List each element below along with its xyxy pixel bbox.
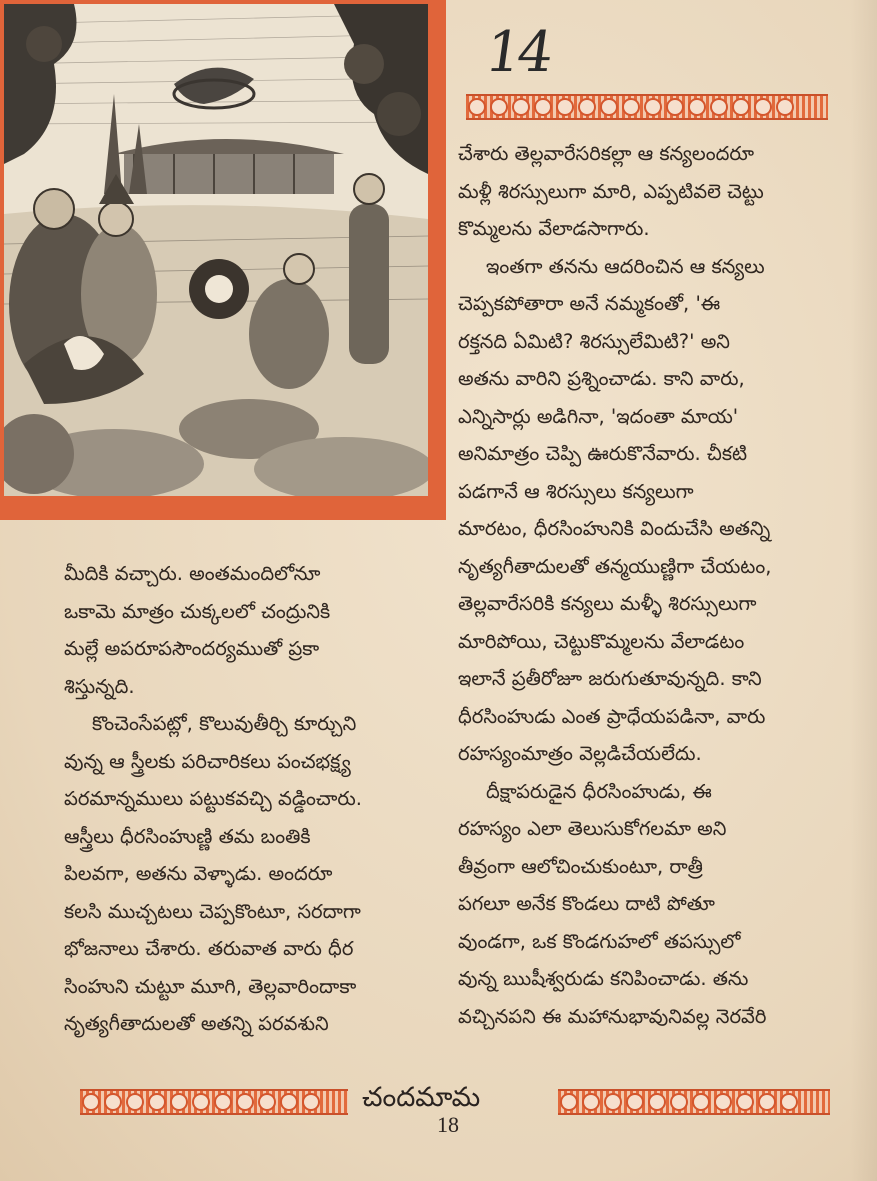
text-line: కొంచెంసేపట్లో, కొలువుతీర్చి కూర్చుని	[92, 712, 357, 735]
text-line: ఇలానే ప్రతీరోజూ జరుగుతూవున్నది. కాని	[458, 667, 762, 690]
text-line: తెల్లవారేసరికి కన్యలు మళ్ళీ శిరస్సులుగా	[458, 592, 757, 615]
text-line: సింహుని చుట్టూ మూగి, తెల్లవారిందాకా	[64, 974, 357, 998]
text-line: ఎన్నిసార్లు అడిగినా, 'ఇదంతా మాయ'	[458, 404, 739, 428]
text-line: మారటం, ధీరసింహునికి విందుచేసి అతన్ని	[458, 517, 771, 540]
decorative-border-top	[466, 94, 828, 120]
illustration	[4, 4, 428, 496]
text-line: చేశారు తెల్లవారేసరికల్లా ఆ కన్యలందరూ	[458, 142, 754, 165]
text-line: మల్లే అపరూపసౌందర్యముతో ప్రకా	[64, 637, 320, 660]
text-line: పిలవగా, అతను వెళ్ళాడు. అందరూ	[64, 862, 333, 885]
text-line: ఇంతగా తనను ఆదరించిన ఆ కన్యలు	[486, 254, 765, 278]
left-text-column	[64, 555, 439, 1043]
text-line: రహస్యం ఎలా తెలుసుకోగలమా అని	[458, 817, 727, 840]
text-line: వున్న ఆ స్త్రీలకు పరిచారికలు పంచభక్ష్య	[64, 749, 351, 773]
text-line: రక్తనది ఏమిటి? శిరస్సులేమిటి?' అని	[458, 329, 730, 353]
text-line: నృత్యగీతాదులతో తన్మయుణ్ణిగా చేయటం,	[458, 554, 772, 578]
text-line: పడగానే ఆ శిరస్సులు కన్యలుగా	[458, 479, 694, 503]
text-line: మీదికి వచ్చారు. అంతమందిలోనూ	[64, 562, 321, 585]
text-line: నృత్యగీతాదులతో అతన్ని పరవశుని	[64, 1012, 329, 1035]
text-line: చెప్పకపోతారా అనే నమ్మకంతో, 'ఈ	[458, 292, 721, 315]
text-line: ఆస్త్రీలు ధీరసింహుణ్ణి తమ బంతికి	[64, 824, 311, 848]
magazine-name: చందమామ	[362, 1082, 481, 1113]
text-line: శిస్తున్నది.	[64, 674, 135, 698]
text-line: రహస్యంమాత్రం వెల్లడిచేయలేదు.	[458, 742, 702, 765]
text-line: మారిపోయి, చెట్టుకొమ్మలను వేలాడటం	[458, 629, 745, 653]
text-line: ఒకామె మాత్రం చుక్కలలో చంద్రునికి	[64, 599, 331, 623]
page-edge-shadow	[850, 0, 877, 1181]
text-line: పరమాన్నములు పట్టుకవచ్చి వడ్డించారు.	[64, 787, 362, 810]
text-line: పగలూ అనేక కొండలు దాటి పోతూ	[458, 892, 715, 915]
decorative-border-footer-left	[80, 1089, 348, 1115]
text-line: భోజనాలు చేశారు. తరువాత వారు ధీర	[64, 937, 354, 960]
text-line: కొమ్మలను వేలాడసాగారు.	[458, 217, 650, 240]
text-line: వున్న ఋషీశ్వరుడు కనిపించాడు. తను	[458, 967, 749, 990]
handwritten-page-number: 14	[481, 20, 554, 85]
text-line: వుండగా, ఒక కొండగుహలో తపస్సులో	[458, 929, 741, 953]
text-line: మళ్లీ శిరస్సులుగా మారి, ఎప్పటివలె చెట్టు	[458, 179, 764, 203]
text-line: తీవ్రంగా ఆలోచించుకుంటూ, రాత్రీ	[458, 854, 703, 878]
text-line: అతను వారిని ప్రశ్నించాడు. కాని వారు,	[458, 367, 745, 390]
page-number: 18	[437, 1112, 459, 1137]
text-line: ధీరసింహుడు ఎంత ప్రాధేయపడినా, వారు	[458, 704, 766, 728]
text-line: కలసి ముచ్చటలు చెప్పకొంటూ, సరదాగా	[64, 899, 361, 923]
illustration-frame	[0, 0, 446, 520]
text-line: దీక్షాపరుడైన ధీరసింహుడు, ఈ	[486, 779, 712, 803]
decorative-border-footer-right	[558, 1089, 830, 1115]
text-line: వచ్చినపని ఈ మహానుభావునివల్ల నెరవేరి	[458, 1004, 767, 1028]
right-text-column	[458, 135, 858, 1035]
text-line: అనిమాత్రం చెప్పి ఊరుకొనేవారు. చీకటి	[458, 442, 748, 465]
